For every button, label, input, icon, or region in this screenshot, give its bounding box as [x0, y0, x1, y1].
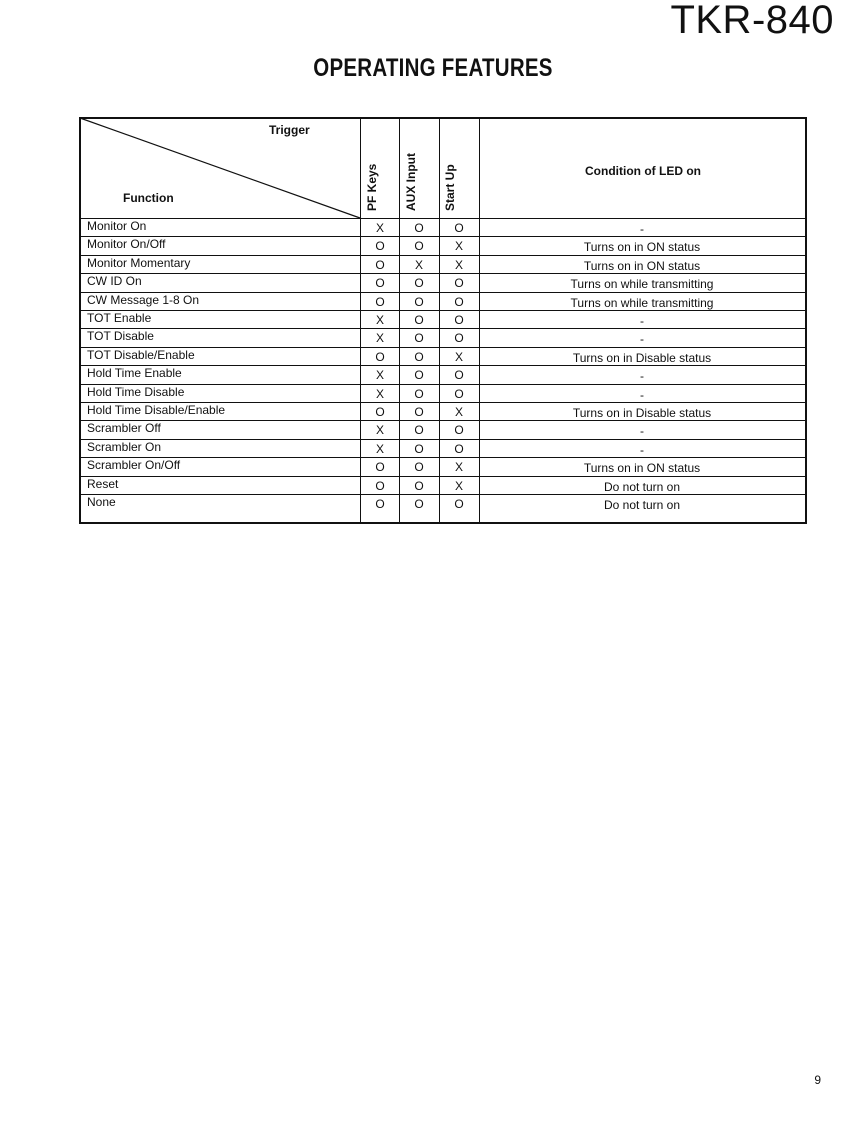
function-cell: Monitor Momentary: [87, 255, 191, 270]
table-row: [79, 402, 805, 420]
pf-trigger-cell: X: [375, 221, 384, 235]
aux-trigger-cell: O: [414, 460, 424, 475]
condition-cell: Turns on in ON status: [583, 258, 701, 273]
row-divider: [79, 457, 805, 458]
start-trigger-cell: O: [454, 368, 464, 383]
pf-trigger-cell: X: [375, 368, 384, 383]
function-cell: TOT Disable/Enable: [87, 347, 195, 362]
pf-trigger-cell: O: [375, 478, 385, 493]
diagonal-line: [80, 118, 360, 218]
function-cell: Hold Time Disable/Enable: [87, 403, 226, 417]
pf-trigger-cell: O: [375, 497, 385, 511]
condition-cell: Do not turn on: [603, 479, 681, 494]
table-row: [79, 494, 805, 512]
aux-trigger-cell: O: [414, 239, 424, 254]
function-cell: CW Message 1-8 On: [87, 292, 200, 307]
start-trigger-cell: X: [454, 257, 463, 272]
function-cell: Hold Time Disable: [87, 384, 185, 399]
table-row: [79, 292, 805, 310]
row-divider: [79, 365, 805, 366]
pf-trigger-cell: X: [375, 313, 384, 327]
start-trigger-cell: X: [454, 478, 463, 493]
row-divider: [79, 476, 805, 477]
pf-trigger-cell: O: [375, 349, 385, 364]
trigger-label: Trigger: [269, 123, 310, 137]
features-table: [79, 117, 805, 522]
pf-trigger-cell: O: [375, 294, 385, 309]
function-cell: Monitor On: [87, 219, 147, 233]
table-row: [79, 365, 805, 383]
function-cell: Hold Time Enable: [87, 366, 182, 381]
aux-trigger-cell: X: [414, 257, 423, 272]
row-divider: [79, 328, 805, 329]
function-cell: TOT Disable: [87, 329, 154, 344]
row-divider: [79, 347, 805, 348]
column-label-pf-keys: PF Keys: [365, 163, 379, 211]
function-cell: Scrambler On: [87, 439, 162, 454]
aux-trigger-cell: O: [414, 349, 424, 364]
start-trigger-cell: X: [454, 460, 463, 475]
table-row: [79, 439, 805, 457]
start-trigger-cell: O: [454, 313, 464, 327]
start-trigger-cell: O: [454, 386, 464, 401]
table-row: [79, 310, 805, 328]
condition-cell: -: [640, 369, 644, 384]
condition-cell: -: [640, 424, 644, 439]
pf-trigger-cell: X: [375, 441, 384, 456]
start-trigger-cell: X: [454, 239, 463, 254]
row-divider: [79, 273, 805, 274]
start-trigger-cell: X: [454, 405, 463, 419]
aux-trigger-cell: O: [414, 313, 424, 327]
row-divider: [79, 310, 805, 311]
condition-cell: -: [640, 222, 644, 236]
aux-trigger-cell: O: [414, 276, 424, 291]
table-row: [79, 328, 805, 346]
aux-trigger-cell: O: [414, 368, 424, 383]
aux-trigger-cell: O: [414, 331, 424, 346]
start-trigger-cell: O: [454, 294, 464, 309]
model-number: TKR-840: [670, 0, 834, 42]
condition-cell: Turns on while transmitting: [570, 295, 714, 310]
condition-cell: -: [640, 387, 644, 402]
condition-cell: Turns on in Disable status: [572, 406, 712, 420]
function-label: Function: [123, 191, 174, 205]
condition-cell: -: [640, 332, 644, 347]
row-divider: [79, 236, 805, 237]
start-trigger-cell: O: [454, 423, 464, 438]
function-cell: Reset: [87, 476, 119, 491]
pf-trigger-cell: O: [375, 239, 385, 254]
pf-trigger-cell: O: [375, 276, 385, 291]
aux-trigger-cell: O: [414, 221, 424, 235]
condition-cell: Turns on in Disable status: [572, 350, 712, 365]
aux-trigger-cell: O: [414, 441, 424, 456]
aux-trigger-cell: O: [414, 497, 424, 511]
function-cell: None: [87, 495, 116, 509]
row-divider: [79, 402, 805, 403]
table-row: [79, 347, 805, 365]
table-row: [79, 255, 805, 273]
row-divider: [79, 420, 805, 421]
pf-trigger-cell: X: [375, 423, 384, 438]
table-row: [79, 236, 805, 254]
condition-cell: Turns on in ON status: [583, 461, 701, 476]
function-cell: CW ID On: [87, 274, 142, 289]
aux-trigger-cell: O: [414, 294, 424, 309]
function-cell: Scrambler On/Off: [87, 458, 181, 473]
condition-cell: Turns on while transmitting: [570, 277, 714, 292]
function-cell: Monitor On/Off: [87, 237, 166, 252]
start-trigger-cell: O: [454, 331, 464, 346]
pf-trigger-cell: X: [375, 386, 384, 401]
row-divider: [79, 384, 805, 385]
table-row: [79, 384, 805, 402]
condition-cell: -: [640, 442, 644, 457]
pf-trigger-cell: O: [375, 405, 385, 419]
pf-trigger-cell: X: [375, 331, 384, 346]
table-row: [79, 457, 805, 475]
table-row: [79, 476, 805, 494]
column-label-aux-input: AUX Input: [404, 153, 418, 211]
condition-cell: Do not turn on: [603, 498, 681, 512]
start-trigger-cell: O: [454, 221, 464, 235]
table-row: [79, 420, 805, 438]
page-number: 9: [814, 1073, 821, 1087]
start-trigger-cell: O: [454, 441, 464, 456]
aux-trigger-cell: O: [414, 423, 424, 438]
table-row: [79, 218, 805, 236]
start-trigger-cell: X: [454, 349, 463, 364]
table-row: [79, 273, 805, 291]
aux-trigger-cell: O: [414, 478, 424, 493]
condition-cell: Turns on in ON status: [583, 240, 701, 255]
condition-header: Condition of LED on: [585, 164, 701, 178]
function-cell: Scrambler Off: [87, 421, 161, 436]
function-cell: TOT Enable: [87, 311, 152, 325]
row-divider: [79, 439, 805, 440]
aux-trigger-cell: O: [414, 386, 424, 401]
condition-cell: -: [640, 314, 644, 328]
row-divider: [79, 292, 805, 293]
start-trigger-cell: O: [454, 276, 464, 291]
row-divider: [79, 494, 805, 495]
pf-trigger-cell: O: [375, 257, 385, 272]
pf-trigger-cell: O: [375, 460, 385, 475]
column-label-start-up: Start Up: [443, 164, 457, 211]
row-divider: [79, 255, 805, 256]
start-trigger-cell: O: [454, 497, 464, 511]
aux-trigger-cell: O: [414, 405, 424, 419]
page-title: OPERATING FEATURES: [313, 54, 553, 82]
